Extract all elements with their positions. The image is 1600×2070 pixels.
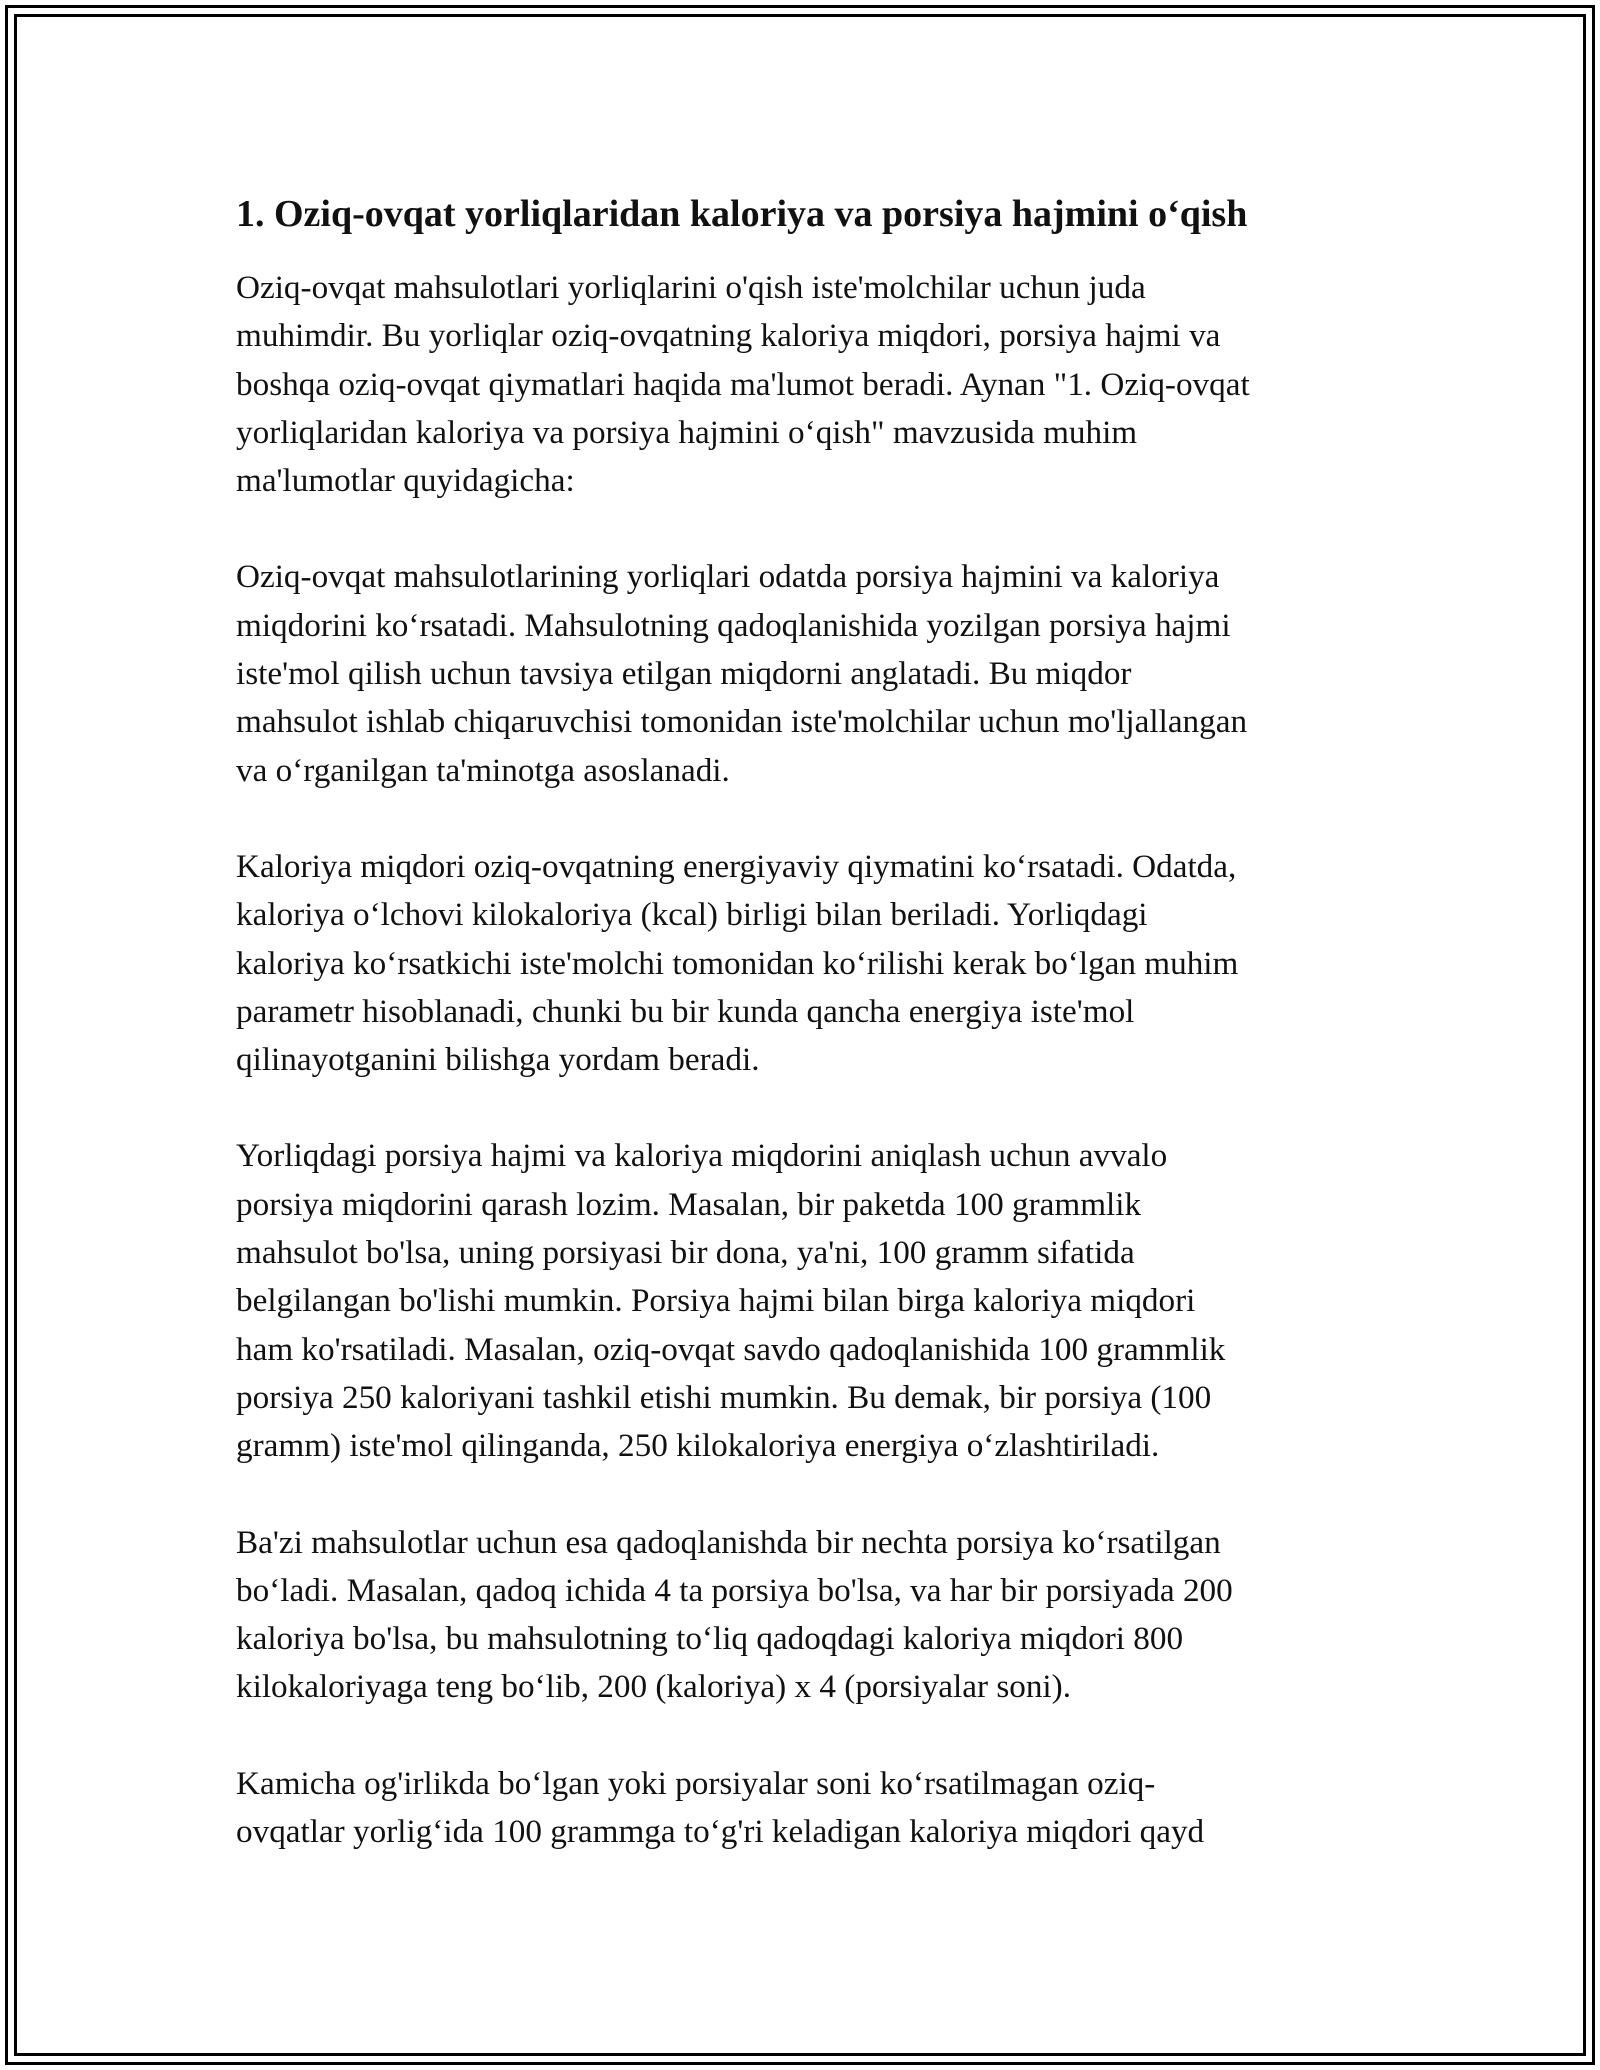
paragraph-list (236, 264, 1366, 1856)
paragraph (236, 1760, 1366, 1857)
paragraph-line: kaloriya ko‘rsatkichi iste'molchi tomonidan ko‘rilishi kerak bo‘lgan muhim (236, 944, 1239, 982)
paragraph-line: Ba'zi mahsulotlar uchun esa qadoqlanishda bir nechta porsiya ko‘rsatilgan (236, 1523, 1221, 1561)
document-body (236, 186, 1366, 1904)
paragraph-line: boshqa oziq-ovqat qiymatlari haqida ma'lumot beradi. Aynan "1. Oziq-ovqat (236, 365, 1250, 403)
paragraph-line: Yorliqdagi porsiya hajmi va kaloriya miqdorini aniqlash uchun avvalo (236, 1137, 1168, 1175)
paragraph-line: kaloriya o‘lchovi kilokaloriya (kcal) birligi bilan beriladi. Yorliqdagi (236, 896, 1148, 934)
paragraph-line: belgilangan bo'lishi mumkin. Porsiya hajmi bilan birga kaloriya miqdori (236, 1282, 1196, 1320)
paragraph-line: bo‘ladi. Masalan, qadoq ichida 4 ta porsiya bo'lsa, va har bir porsiyada 200 (236, 1571, 1233, 1609)
paragraph-line: Kamicha og'irlikda bo‘lgan yoki porsiyalar soni ko‘rsatilmagan oziq- (236, 1764, 1156, 1802)
paragraph-line: ma'lumotlar quyidagicha: (236, 462, 575, 500)
paragraph-line: yorliqlaridan kaloriya va porsiya hajmini o‘qish" mavzusida muhim (236, 413, 1138, 451)
paragraph-line: miqdorini ko‘rsatadi. Mahsulotning qadoqlanishida yozilgan porsiya hajmi (236, 606, 1231, 644)
paragraph-line: kilokaloriyaga teng bo‘lib, 200 (kaloriya) x 4 (porsiyalar soni). (236, 1668, 1072, 1706)
paragraph-line: kaloriya bo'lsa, bu mahsulotning to‘liq qadoqdagi kaloriya miqdori 800 (236, 1620, 1184, 1658)
paragraph (236, 843, 1366, 1084)
paragraph-line: parametr hisoblanadi, chunki bu bir kunda qancha energiya iste'mol (236, 992, 1135, 1030)
paragraph-line: Kaloriya miqdori oziq-ovqatning energiyaviy qiymatini ko‘rsatadi. Odatda, (236, 847, 1237, 885)
paragraph (236, 1519, 1366, 1712)
paragraph-line: iste'mol qilish uchun tavsiya etilgan miqdorni anglatadi. Bu miqdor (236, 655, 1132, 693)
paragraph-line: muhimdir. Bu yorliqlar oziq-ovqatning kaloriya miqdori, porsiya hajmi va (236, 317, 1221, 355)
paragraph-line: va o‘rganilgan ta'minotga asoslanadi. (236, 751, 730, 789)
paragraph-line: Oziq-ovqat mahsulotlarining yorliqlari odatda porsiya hajmini va kaloriya (236, 558, 1220, 596)
paragraph-line: ham ko'rsatiladi. Masalan, oziq-ovqat savdo qadoqlanishida 100 grammlik (236, 1330, 1226, 1368)
paragraph-line: mahsulot ishlab chiqaruvchisi tomonidan iste'molchilar uchun mo'ljallangan (236, 703, 1248, 741)
paragraph (236, 264, 1366, 505)
paragraph-line: mahsulot bo'lsa, uning porsiyasi bir dona, ya'ni, 100 gramm sifatida (236, 1234, 1135, 1272)
paragraph-line: ovqatlar yorlig‘ida 100 grammga to‘g'ri keladigan kaloriya miqdori qayd (236, 1813, 1205, 1851)
paragraph-line: porsiya 250 kaloriyani tashkil etishi mumkin. Bu demak, bir porsiya (100 (236, 1378, 1212, 1416)
paragraph-line: porsiya miqdorini qarash lozim. Masalan, bir paketda 100 grammlik (236, 1185, 1142, 1223)
paragraph-line: Oziq-ovqat mahsulotlari yorliqlarini o'qish iste'molchilar uchun juda (236, 269, 1146, 306)
paragraph-line: qilinayotganini bilishga yordam beradi. (236, 1041, 760, 1079)
paragraph (236, 553, 1366, 794)
paragraph (236, 1132, 1366, 1470)
document-title: 1. Oziq-ovqat yorliqlaridan kaloriya va porsiya hajmini o‘qish (236, 193, 1248, 235)
paragraph-line: gramm) iste'mol qilinganda, 250 kilokaloriya energiya o‘zlashtiriladi. (236, 1427, 1160, 1465)
